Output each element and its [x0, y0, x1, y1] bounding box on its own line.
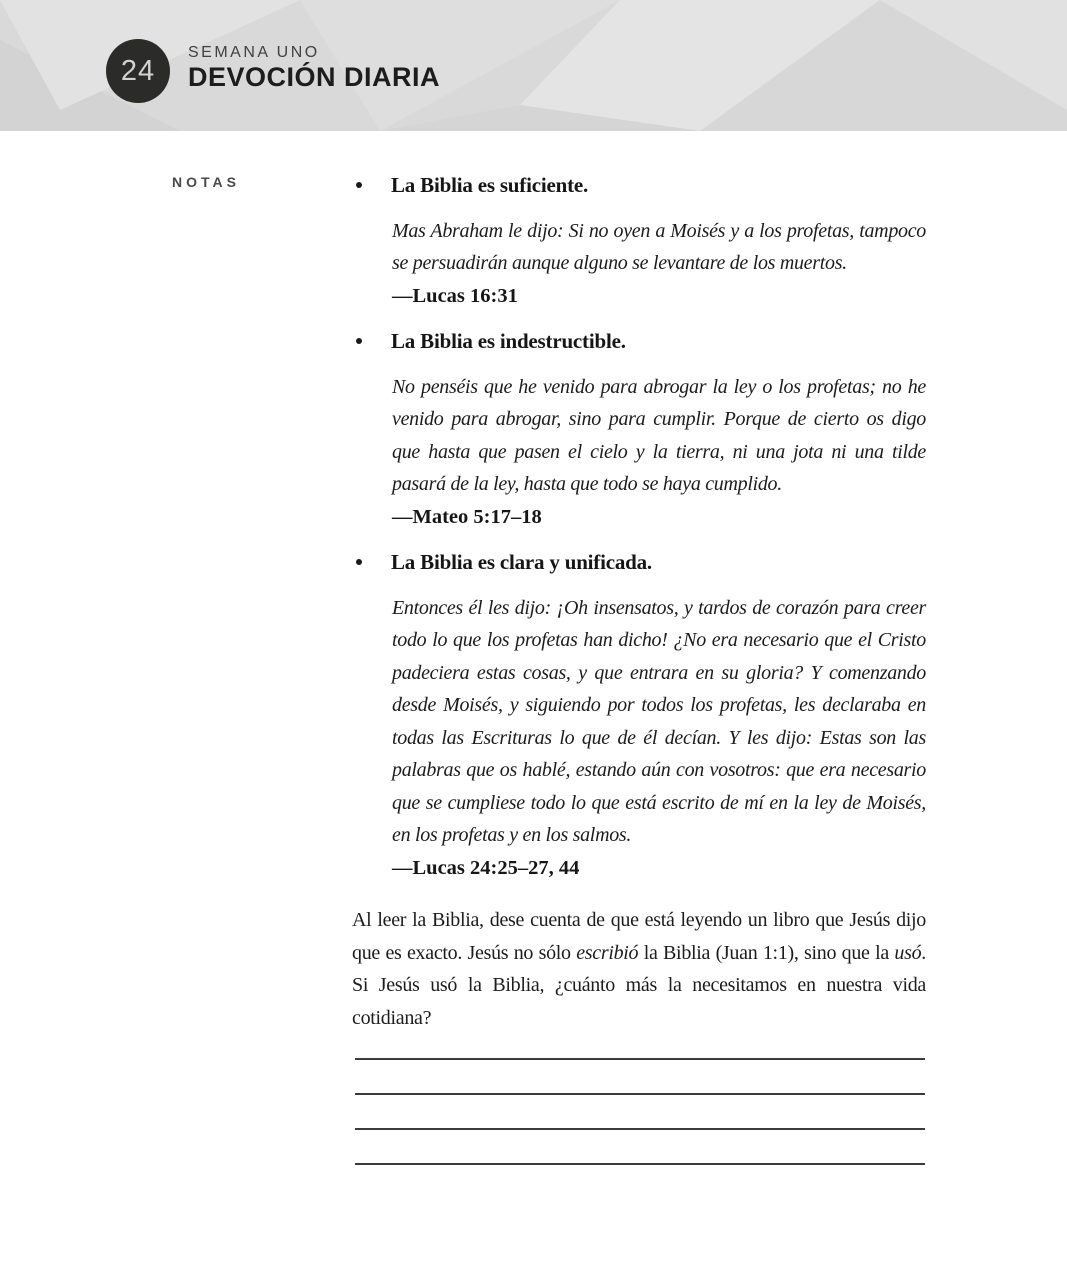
scripture-reference: —Lucas 16:31 — [392, 284, 518, 307]
scripture-quote-block — [392, 371, 926, 534]
notes-line — [355, 1163, 925, 1165]
bullet-heading — [352, 169, 926, 202]
scripture-quote-text: Entonces él les dijo: ¡Oh insensatos, y tardos de corazón para creer todo lo que los profetas han dicho! ¿No era necesario que el Cristo padeciera estas cosas, y que entrara en su gloria? Y comenzando desde Moisés, y siguiendo por todos los profetas, les declaraba en todas las Escrituras lo que de él decían. Y les dijo: Estas son las palabras que os hablé, estando aún con vosotros: que era necesario que se cumpliese todo lo que está escrito de mí en la ley de Moisés, en los profetas y en los salmos. — [392, 596, 926, 846]
bullet-dot-icon — [356, 559, 362, 565]
scripture-quote-block — [392, 215, 926, 313]
header-text — [188, 44, 440, 92]
main-content — [352, 169, 926, 1198]
closing-paragraph: Al leer la Biblia, dese cuenta de que está leyendo un libro que Jesús dijo que es exacto. Jesús no sólo escribió la Biblia (Juan 1:1), sino que la usó. Si Jesús usó la Biblia, ¿cuánto más la necesitamos en nuestra vida cotidiana? — [352, 909, 926, 1029]
notes-line — [355, 1093, 925, 1095]
bullet-heading — [352, 325, 926, 358]
bullet-dot-icon — [356, 338, 362, 344]
page-title: DEVOCIÓN DIARIA — [188, 62, 441, 92]
page-number: 24 — [120, 54, 156, 87]
page-header — [0, 0, 1067, 131]
scripture-quote-text: No penséis que he venido para abrogar la ley o los profetas; no he venido para abrogar, sino para cumplir. Porque de cierto os digo que hasta que pasen el cielo y la tierra, ni una jota ni una tilde pasará de la ley, hasta que todo se haya cumplido. — [392, 375, 926, 495]
scripture-quote-block — [392, 592, 926, 885]
notes-line — [355, 1058, 925, 1060]
bullet-heading-text: La Biblia es suficiente. — [391, 173, 589, 197]
page-number-badge — [106, 39, 170, 103]
bullet-dot-icon — [356, 182, 362, 188]
bullet-heading — [352, 546, 926, 579]
notes-label: NOTAS — [172, 174, 240, 190]
scripture-reference: —Mateo 5:17–18 — [392, 505, 542, 528]
bullet-heading-text: La Biblia es indestructible. — [391, 329, 626, 353]
section-kicker: SEMANA UNO — [188, 44, 320, 61]
notes-lines-area — [355, 1058, 926, 1165]
notes-line — [355, 1128, 925, 1130]
bullet-section — [352, 546, 926, 884]
bullet-section — [352, 325, 926, 533]
scripture-reference: —Lucas 24:25–27, 44 — [392, 856, 580, 879]
bullet-heading-text: La Biblia es clara y unificada. — [391, 550, 652, 574]
scripture-quote-text: Mas Abraham le dijo: Si no oyen a Moisés y a los profetas, tampoco se persuadirán aunque alguno se levantare de los muertos. — [392, 219, 926, 274]
bullet-section — [352, 169, 926, 312]
